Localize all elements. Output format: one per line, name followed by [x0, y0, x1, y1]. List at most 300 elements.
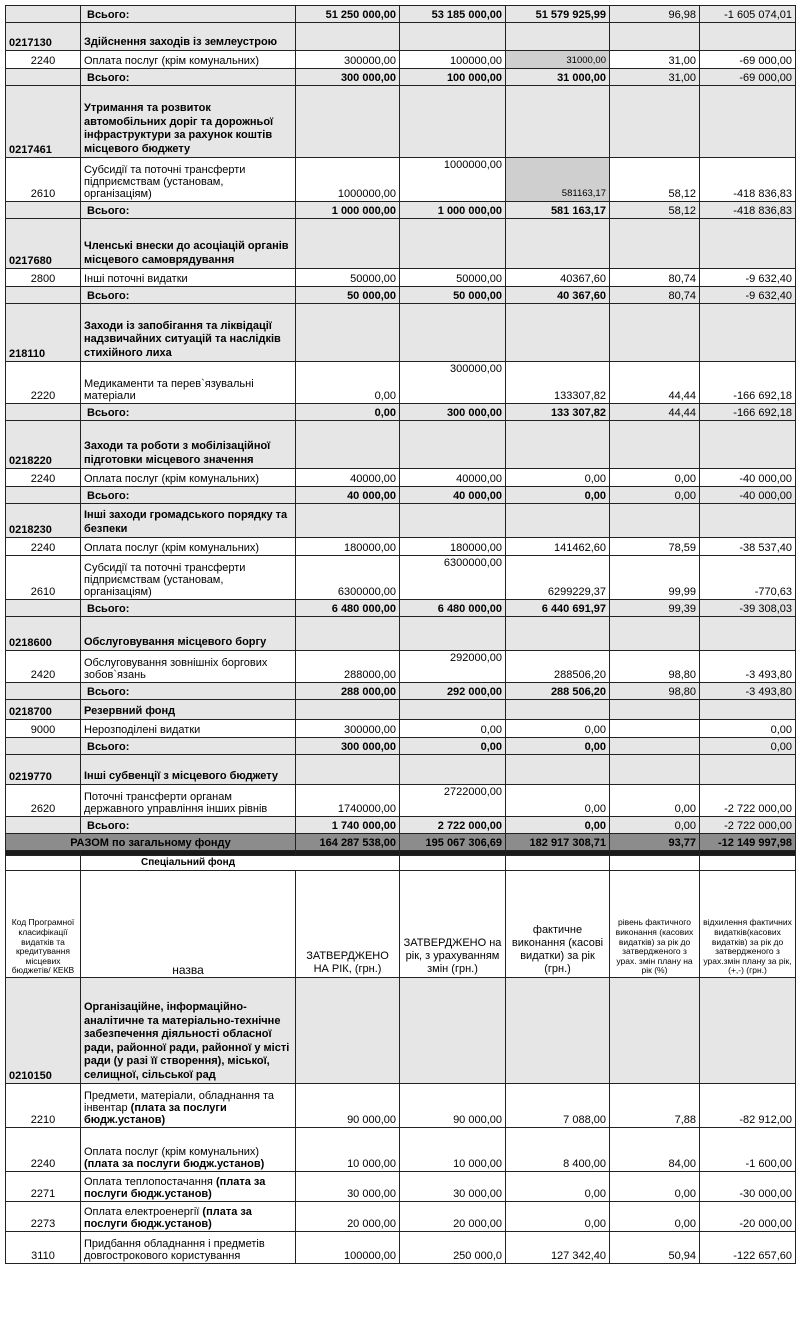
- empty-cell: [506, 219, 610, 269]
- program-code: 0219770: [6, 755, 81, 785]
- empty-cell: [700, 700, 796, 720]
- approved-value: 1 740 000,00: [296, 817, 400, 834]
- empty-cell: [610, 978, 700, 1084]
- line-item-label: [81, 362, 296, 404]
- row-label: Всього:: [81, 287, 296, 304]
- row-label: Всього:: [81, 600, 296, 617]
- empty-cell: [400, 755, 506, 785]
- approved-changes-value: 292 000,00: [400, 683, 506, 700]
- subtotal-row: [6, 738, 796, 755]
- approved-changes-value: 50000,00: [400, 269, 506, 287]
- line-item-label: [81, 651, 296, 683]
- header-actual: фактичне виконання (касові видатки) за рік (грн.): [506, 871, 610, 978]
- level-value: 99,39: [610, 600, 700, 617]
- empty-cell: [506, 304, 610, 362]
- kekv-code: 2273: [6, 1202, 81, 1232]
- row-code: [6, 738, 81, 755]
- line-item-label: [81, 1128, 296, 1172]
- kekv-code: 2240: [6, 538, 81, 556]
- level-value: 7,88: [610, 1084, 700, 1128]
- actual-value: 31000,00: [506, 51, 610, 69]
- level-value: 31,00: [610, 69, 700, 86]
- line-item-row: [6, 651, 796, 683]
- program-code: 0218230: [6, 504, 81, 538]
- approved-changes-value: 20 000,00: [400, 1202, 506, 1232]
- subtotal-row: [6, 817, 796, 834]
- line-item-text: Інші поточні видатки: [84, 273, 188, 285]
- level-value: 84,00: [610, 1128, 700, 1172]
- approved-value: 300000,00: [296, 720, 400, 738]
- approved-changes-value: 1000000,00: [400, 158, 506, 202]
- special-fund-title: Спеціальний фонд: [81, 856, 400, 871]
- program-section-row: [6, 755, 796, 785]
- empty-cell: [700, 978, 796, 1084]
- column-header-row: [6, 871, 796, 978]
- level-value: 58,12: [610, 202, 700, 219]
- deviation-value: -39 308,03: [700, 600, 796, 617]
- line-item-text: Нерозподілені видатки: [84, 724, 201, 736]
- program-title: Резервний фонд: [81, 700, 296, 720]
- actual-value: 127 342,40: [506, 1232, 610, 1264]
- deviation-value: -38 537,40: [700, 538, 796, 556]
- approved-value: 0,00: [296, 362, 400, 404]
- empty-cell: [610, 219, 700, 269]
- program-code: 0217130: [6, 23, 81, 51]
- empty-cell: [610, 304, 700, 362]
- empty-cell: [296, 421, 400, 469]
- header-approved: ЗАТВЕРДЖЕНО НА РІК, (грн.): [296, 871, 400, 978]
- grand-total-deviation: -12 149 997,98: [700, 834, 796, 851]
- program-code: 0218220: [6, 421, 81, 469]
- approved-value: 50000,00: [296, 269, 400, 287]
- approved-value: 288000,00: [296, 651, 400, 683]
- actual-value: 40367,60: [506, 269, 610, 287]
- row-code: [6, 202, 81, 219]
- empty-cell: [700, 304, 796, 362]
- empty-cell: [296, 23, 400, 51]
- kekv-code: 2240: [6, 469, 81, 487]
- grand-total-approved-changes: 195 067 306,69: [400, 834, 506, 851]
- program-section-row: [6, 700, 796, 720]
- kekv-code: 3110: [6, 1232, 81, 1264]
- program-code: 0210150: [6, 978, 81, 1084]
- approved-value: 300000,00: [296, 51, 400, 69]
- line-item-label: [81, 269, 296, 287]
- level-value: 0,00: [610, 487, 700, 504]
- kekv-code: 2420: [6, 651, 81, 683]
- approved-changes-value: 300 000,00: [400, 404, 506, 421]
- approved-changes-value: 53 185 000,00: [400, 6, 506, 23]
- line-item-row: [6, 538, 796, 556]
- kekv-code: 9000: [6, 720, 81, 738]
- program-section-row: [6, 304, 796, 362]
- line-item-row: [6, 469, 796, 487]
- header-name: назва: [81, 871, 296, 978]
- approved-value: 6 480 000,00: [296, 600, 400, 617]
- actual-value: 141462,60: [506, 538, 610, 556]
- empty-cell: [506, 421, 610, 469]
- subtotal-row: [6, 287, 796, 304]
- row-code: [6, 817, 81, 834]
- deviation-value: -40 000,00: [700, 469, 796, 487]
- approved-value: 1740000,00: [296, 785, 400, 817]
- line-item-label: [81, 720, 296, 738]
- line-item-row: [6, 1084, 796, 1128]
- grand-total-approved: 164 287 538,00: [296, 834, 400, 851]
- deviation-value: -30 000,00: [700, 1172, 796, 1202]
- subtotal-row: [6, 404, 796, 421]
- row-code: [6, 600, 81, 617]
- row-label: Всього:: [81, 683, 296, 700]
- subtotal-row: [6, 487, 796, 504]
- subtotal-row: [6, 6, 796, 23]
- line-item-row: [6, 1172, 796, 1202]
- actual-value: 8 400,00: [506, 1128, 610, 1172]
- level-value: 80,74: [610, 269, 700, 287]
- approved-value: 300 000,00: [296, 738, 400, 755]
- line-item-row: [6, 720, 796, 738]
- line-item-label: [81, 538, 296, 556]
- grand-total-level: 93,77: [610, 834, 700, 851]
- approved-value: 100000,00: [296, 1232, 400, 1264]
- line-item-row: [6, 269, 796, 287]
- actual-value: 0,00: [506, 1202, 610, 1232]
- row-code: [6, 487, 81, 504]
- actual-value: 0,00: [506, 720, 610, 738]
- program-title: Інші субвенції з місцевого бюджету: [81, 755, 296, 785]
- program-code: 0217680: [6, 219, 81, 269]
- grand-total-actual: 182 917 308,71: [506, 834, 610, 851]
- program-code: 218110: [6, 304, 81, 362]
- approved-changes-value: 100 000,00: [400, 69, 506, 86]
- line-item-text: Субсидії та поточні трансферти підприємствам (установам, організаціям): [84, 164, 246, 200]
- approved-value: 40000,00: [296, 469, 400, 487]
- grand-total-label: РАЗОМ по загальному фонду: [6, 834, 296, 851]
- approved-changes-value: 6300000,00: [400, 556, 506, 600]
- level-value: 78,59: [610, 538, 700, 556]
- program-title: Утримання та розвиток автомобільних доріг та дорожньої інфраструктури за рахунок коштів місцевого бюджету: [81, 86, 296, 158]
- approved-value: 10 000,00: [296, 1128, 400, 1172]
- deviation-value: -20 000,00: [700, 1202, 796, 1232]
- row-label: Всього:: [81, 69, 296, 86]
- level-value: 0,00: [610, 1202, 700, 1232]
- program-section-row: [6, 617, 796, 651]
- program-code: 0217461: [6, 86, 81, 158]
- empty-cell: [610, 23, 700, 51]
- level-value: [610, 720, 700, 738]
- header-code: Код Програмної класифікації видатків та кредитування місцевих бюджетів/ КЕКВ: [6, 871, 81, 978]
- kekv-code: 2240: [6, 51, 81, 69]
- empty-cell: [400, 421, 506, 469]
- program-title: Обслуговування місцевого боргу: [81, 617, 296, 651]
- line-item-note: (плата за послуги бюдж.установ): [84, 1206, 252, 1230]
- line-item-note: (плата за послуги бюдж.установ): [84, 1176, 266, 1200]
- empty-cell: [610, 86, 700, 158]
- line-item-text: Оплата теплопостачання: [84, 1176, 213, 1188]
- approved-value: 50 000,00: [296, 287, 400, 304]
- actual-value: 133 307,82: [506, 404, 610, 421]
- approved-changes-value: 292000,00: [400, 651, 506, 683]
- empty-cell: [296, 504, 400, 538]
- actual-value: 31 000,00: [506, 69, 610, 86]
- program-title: Інші заходи громадського порядку та безпеки: [81, 504, 296, 538]
- deviation-value: -1 600,00: [700, 1128, 796, 1172]
- line-item-text: Оплата послуг (крім комунальних): [84, 1146, 260, 1158]
- line-item-label: [81, 469, 296, 487]
- row-label: Всього:: [81, 404, 296, 421]
- deviation-value: -166 692,18: [700, 362, 796, 404]
- empty-cell: [506, 617, 610, 651]
- approved-changes-value: 300000,00: [400, 362, 506, 404]
- level-value: 44,44: [610, 404, 700, 421]
- subtotal-row: [6, 69, 796, 86]
- approved-value: 288 000,00: [296, 683, 400, 700]
- line-item-label: [81, 1202, 296, 1232]
- empty-cell: [400, 86, 506, 158]
- actual-value: 6299229,37: [506, 556, 610, 600]
- deviation-value: -82 912,00: [700, 1084, 796, 1128]
- line-item-row: [6, 785, 796, 817]
- empty-cell: [700, 23, 796, 51]
- deviation-value: -3 493,80: [700, 651, 796, 683]
- deviation-value: -2 722 000,00: [700, 817, 796, 834]
- empty-cell: [700, 755, 796, 785]
- empty-cell: [296, 304, 400, 362]
- header-approved-changes: ЗАТВЕРДЖЕНО на рік, з урахуванням змін (грн.): [400, 871, 506, 978]
- approved-value: 90 000,00: [296, 1084, 400, 1128]
- level-value: 0,00: [610, 817, 700, 834]
- deviation-value: -3 493,80: [700, 683, 796, 700]
- approved-changes-value: 40 000,00: [400, 487, 506, 504]
- level-value: 98,80: [610, 651, 700, 683]
- empty-cell: [506, 23, 610, 51]
- empty-cell: [296, 978, 400, 1084]
- program-section-row: [6, 86, 796, 158]
- approved-value: 30 000,00: [296, 1172, 400, 1202]
- actual-value: 40 367,60: [506, 287, 610, 304]
- empty-cell: [506, 978, 610, 1084]
- approved-changes-value: 0,00: [400, 720, 506, 738]
- approved-value: 300 000,00: [296, 69, 400, 86]
- approved-value: 20 000,00: [296, 1202, 400, 1232]
- program-code: 0218700: [6, 700, 81, 720]
- empty-cell: [610, 755, 700, 785]
- empty-cell: [400, 219, 506, 269]
- kekv-code: 2610: [6, 556, 81, 600]
- line-item-row: [6, 158, 796, 202]
- level-value: 99,99: [610, 556, 700, 600]
- empty-cell: [610, 617, 700, 651]
- level-value: 31,00: [610, 51, 700, 69]
- line-item-row: [6, 1128, 796, 1172]
- empty-cell: [610, 421, 700, 469]
- row-code: [6, 6, 81, 23]
- line-item-row: [6, 362, 796, 404]
- approved-value: 40 000,00: [296, 487, 400, 504]
- actual-value: 0,00: [506, 487, 610, 504]
- level-value: 0,00: [610, 785, 700, 817]
- line-item-label: [81, 556, 296, 600]
- kekv-code: 2271: [6, 1172, 81, 1202]
- header-deviation: відхилення фактичних видатків(касових видатків) за рік до затвердженого з урах.змін плану за рік, (+,-) (грн.): [700, 871, 796, 978]
- approved-changes-value: 50 000,00: [400, 287, 506, 304]
- program-title: Організаційне, інформаційно-аналітичне та матеріально-технічне забезпечення діяльності обласної ради, районної ради, районної у місті ради (у разі її створення), міської, селищної, сільської рад: [81, 978, 296, 1084]
- empty-cell: [610, 504, 700, 538]
- approved-changes-value: 6 480 000,00: [400, 600, 506, 617]
- actual-value: 133307,82: [506, 362, 610, 404]
- level-value: 96,98: [610, 6, 700, 23]
- deviation-value: -9 632,40: [700, 269, 796, 287]
- empty-cell: [400, 504, 506, 538]
- empty-cell: [506, 504, 610, 538]
- empty-cell: [400, 978, 506, 1084]
- level-value: 50,94: [610, 1232, 700, 1264]
- program-title: Заходи із запобігання та ліквідації надзвичайних ситуацій та наслідків стихійного лиха: [81, 304, 296, 362]
- deviation-value: 0,00: [700, 720, 796, 738]
- approved-value: 180000,00: [296, 538, 400, 556]
- line-item-text: Субсидії та поточні трансферти підприємствам (установам, організаціям): [84, 562, 246, 598]
- row-code: [6, 404, 81, 421]
- row-label: Всього:: [81, 6, 296, 23]
- kekv-code: 2610: [6, 158, 81, 202]
- approved-value: 6300000,00: [296, 556, 400, 600]
- deviation-value: -122 657,60: [700, 1232, 796, 1264]
- budget-table: [5, 5, 796, 1264]
- empty-cell: [700, 504, 796, 538]
- level-value: 80,74: [610, 287, 700, 304]
- empty-cell: [400, 700, 506, 720]
- line-item-text: Поточні трансферти органам державного управління інших рівнів: [84, 791, 268, 815]
- empty-cell: [296, 617, 400, 651]
- row-label: Всього:: [81, 487, 296, 504]
- approved-changes-value: 40000,00: [400, 469, 506, 487]
- line-item-label: [81, 158, 296, 202]
- empty-cell: [506, 700, 610, 720]
- row-label: Всього:: [81, 817, 296, 834]
- actual-value: 288 506,20: [506, 683, 610, 700]
- actual-value: 51 579 925,99: [506, 6, 610, 23]
- kekv-code: 2210: [6, 1084, 81, 1128]
- program-section-row: [6, 219, 796, 269]
- approved-changes-value: 100000,00: [400, 51, 506, 69]
- empty-cell: [296, 219, 400, 269]
- actual-value: 0,00: [506, 785, 610, 817]
- approved-changes-value: 0,00: [400, 738, 506, 755]
- empty-cell: [700, 617, 796, 651]
- row-label: Всього:: [81, 738, 296, 755]
- line-item-text: Обслуговування зовнішніх боргових зобов`язань: [84, 657, 268, 681]
- subtotal-row: [6, 683, 796, 700]
- program-section-row: [6, 504, 796, 538]
- level-value: [610, 738, 700, 755]
- line-item-label: [81, 1232, 296, 1264]
- actual-value: 6 440 691,97: [506, 600, 610, 617]
- line-item-label: [81, 51, 296, 69]
- deviation-value: 0,00: [700, 738, 796, 755]
- empty-cell: [400, 304, 506, 362]
- row-label: Всього:: [81, 202, 296, 219]
- line-item-text: Придбання обладнання і предметів довгострокового користування: [84, 1238, 265, 1262]
- line-item-text: Оплата послуг (крім комунальних): [84, 473, 260, 485]
- actual-value: 0,00: [506, 738, 610, 755]
- approved-changes-value: 10 000,00: [400, 1128, 506, 1172]
- approved-changes-value: 2 722 000,00: [400, 817, 506, 834]
- kekv-code: 2800: [6, 269, 81, 287]
- deviation-value: -1 605 074,01: [700, 6, 796, 23]
- empty-cell: [506, 755, 610, 785]
- empty-cell: [700, 421, 796, 469]
- actual-value: 581 163,17: [506, 202, 610, 219]
- line-item-note: (плата за послуги бюдж.установ): [84, 1102, 227, 1126]
- deviation-value: -166 692,18: [700, 404, 796, 421]
- actual-value: 288506,20: [506, 651, 610, 683]
- program-title: Заходи та роботи з мобілізаційної підготовки місцевого значення: [81, 421, 296, 469]
- approved-value: 51 250 000,00: [296, 6, 400, 23]
- empty-cell: [296, 755, 400, 785]
- line-item-text: Медикаменти та перев`язувальні матеріали: [84, 378, 254, 402]
- kekv-code: 2620: [6, 785, 81, 817]
- deviation-value: -69 000,00: [700, 69, 796, 86]
- empty-cell: [296, 700, 400, 720]
- deviation-value: -40 000,00: [700, 487, 796, 504]
- level-value: 98,80: [610, 683, 700, 700]
- approved-changes-value: 180000,00: [400, 538, 506, 556]
- approved-changes-value: 1 000 000,00: [400, 202, 506, 219]
- program-code: 0218600: [6, 617, 81, 651]
- empty-cell: [700, 86, 796, 158]
- level-value: 58,12: [610, 158, 700, 202]
- program-section-row: [6, 421, 796, 469]
- line-item-note: (плата за послуги бюдж.установ): [84, 1158, 265, 1170]
- actual-value: 581163,17: [506, 158, 610, 202]
- actual-value: 0,00: [506, 1172, 610, 1202]
- level-value: 0,00: [610, 1172, 700, 1202]
- line-item-label: [81, 1172, 296, 1202]
- approved-changes-value: 250 000,0: [400, 1232, 506, 1264]
- line-item-text: Оплата електроенергії: [84, 1206, 200, 1218]
- program-section-row: [6, 978, 796, 1084]
- empty-cell: [296, 86, 400, 158]
- row-code: [6, 287, 81, 304]
- line-item-label: [81, 785, 296, 817]
- subtotal-row: [6, 202, 796, 219]
- deviation-value: -69 000,00: [700, 51, 796, 69]
- line-item-label: [81, 1084, 296, 1128]
- actual-value: 7 088,00: [506, 1084, 610, 1128]
- line-item-text: Оплата послуг (крім комунальних): [84, 542, 260, 554]
- kekv-code: 2240: [6, 1128, 81, 1172]
- deviation-value: -770,63: [700, 556, 796, 600]
- program-title: Членські внески до асоціацій органів місцевого самоврядування: [81, 219, 296, 269]
- deviation-value: -418 836,83: [700, 158, 796, 202]
- header-level: рівень фактичного виконання (касових видатків) за рік до затвердженого з урах. змін плану на рік (%): [610, 871, 700, 978]
- deviation-value: -2 722 000,00: [700, 785, 796, 817]
- grand-total-row: [6, 834, 796, 851]
- line-item-row: [6, 1202, 796, 1232]
- special-fund-row: [6, 856, 796, 871]
- kekv-code: 2220: [6, 362, 81, 404]
- empty-cell: [400, 617, 506, 651]
- deviation-value: -418 836,83: [700, 202, 796, 219]
- program-title: Здійснення заходів із землеустрою: [81, 23, 296, 51]
- line-item-text: Предмети, матеріали, обладнання та інвентар: [84, 1090, 275, 1114]
- approved-changes-value: 2722000,00: [400, 785, 506, 817]
- subtotal-row: [6, 600, 796, 617]
- row-code: [6, 683, 81, 700]
- line-item-text: Оплата послуг (крім комунальних): [84, 55, 260, 67]
- approved-value: 0,00: [296, 404, 400, 421]
- actual-value: 0,00: [506, 469, 610, 487]
